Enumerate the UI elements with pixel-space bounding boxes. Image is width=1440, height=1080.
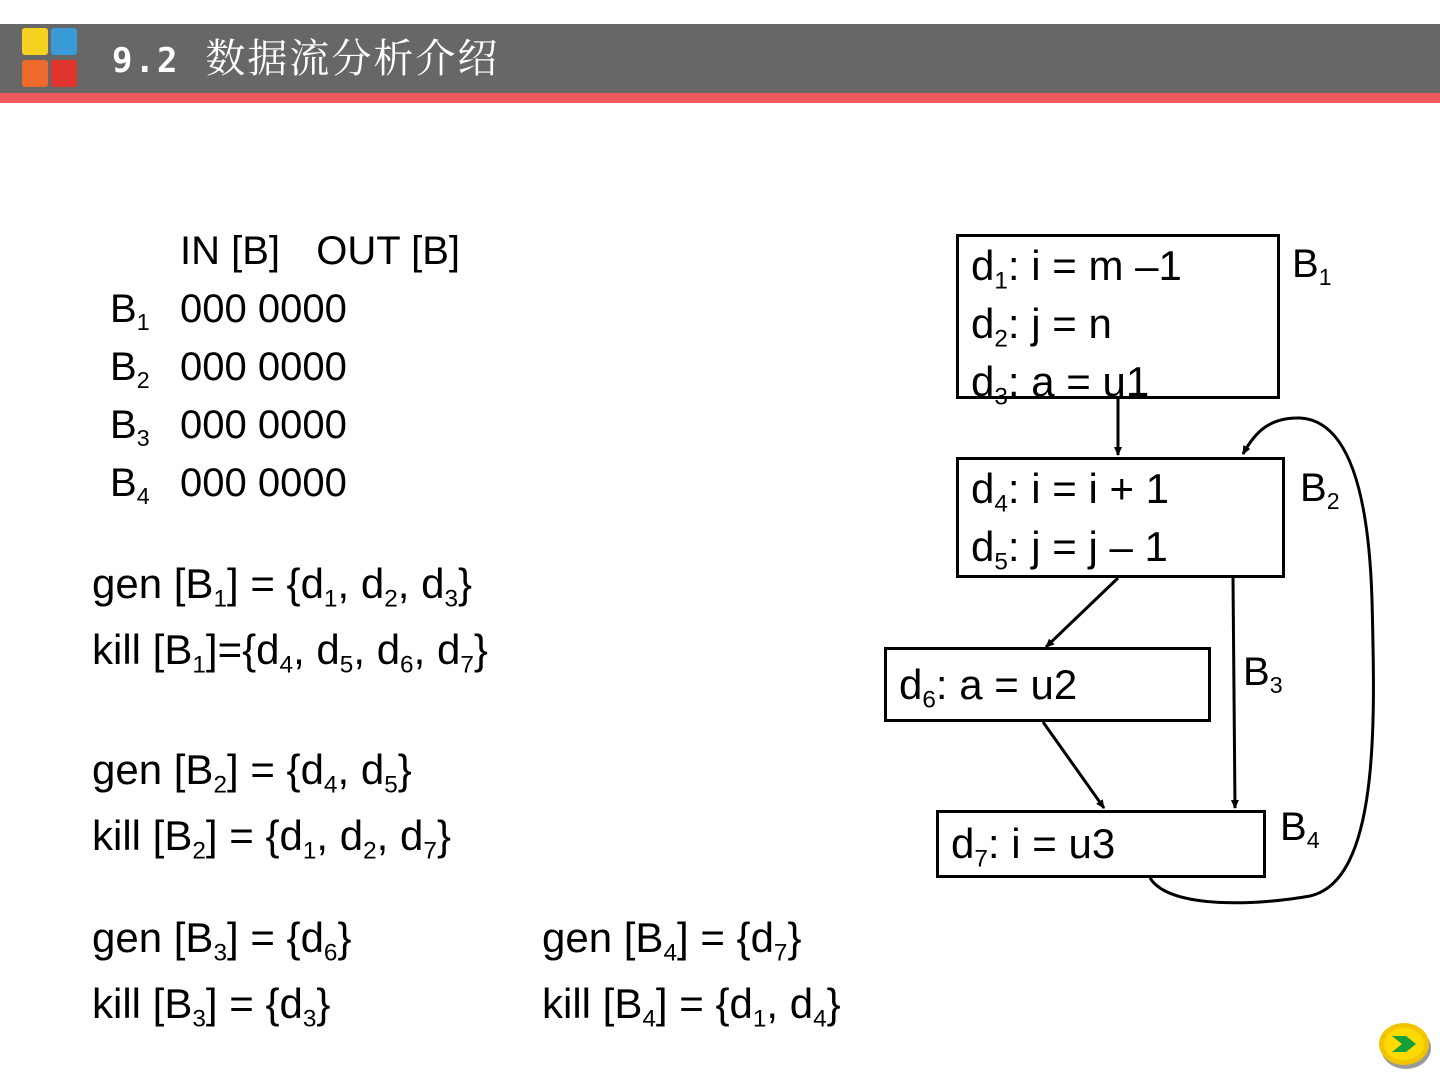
definition-item: $d_2$ bbox=[339, 812, 377, 865]
set-open: ] = { bbox=[205, 812, 280, 859]
definition-item: $d_1$ bbox=[279, 812, 317, 865]
col-out-header: OUT [B] bbox=[316, 229, 461, 273]
set-close: } bbox=[787, 914, 802, 961]
set-prefix: gen [B bbox=[542, 914, 664, 961]
block-b2 bbox=[956, 457, 1285, 578]
block-subscript: 2 bbox=[192, 837, 206, 865]
definition-item: $d_7$ bbox=[436, 626, 474, 679]
out-bits: 0000 bbox=[257, 287, 347, 331]
definition-item: $d_3$ bbox=[279, 980, 317, 1033]
definition-item: $d_6$ bbox=[300, 914, 338, 967]
out-bits: 0000 bbox=[257, 403, 347, 447]
row-block-label: $B_3$ bbox=[110, 403, 150, 452]
block-b1 bbox=[956, 234, 1280, 411]
stmt-d3: $d_3$: a = u1 bbox=[971, 358, 1150, 411]
set-open: ] = { bbox=[227, 560, 301, 607]
set-open: ] = { bbox=[677, 914, 751, 961]
block-subscript: 3 bbox=[213, 939, 227, 967]
set-open: ] = { bbox=[227, 914, 301, 961]
block-subscript: 2 bbox=[213, 771, 227, 799]
set-open: ] = { bbox=[227, 746, 301, 793]
row-block-label: $B_1$ bbox=[110, 287, 150, 336]
set-prefix: kill [B bbox=[542, 980, 643, 1027]
col-in-header: IN [B] bbox=[180, 229, 281, 273]
block-subscript: 1 bbox=[213, 585, 227, 613]
label-b3: $B_3$ bbox=[1243, 650, 1283, 699]
set-close: } bbox=[337, 914, 352, 961]
set-close: } bbox=[473, 626, 488, 673]
out-bits: 0000 bbox=[257, 345, 347, 389]
set-open: ]={ bbox=[205, 626, 257, 673]
stmt-d5: $d_5$: j = j – 1 bbox=[971, 523, 1168, 576]
set-prefix: gen [B bbox=[92, 914, 214, 961]
definition-item: $d_2$ bbox=[360, 560, 398, 613]
label-b4: $B_4$ bbox=[1280, 805, 1320, 854]
stmt-d4: $d_4$: i = i + 1 bbox=[971, 465, 1170, 518]
definition-item: $d_5$ bbox=[316, 626, 354, 679]
stmt-d2: $d_2$: j = n bbox=[971, 300, 1112, 353]
edge-b3-b4 bbox=[1043, 722, 1104, 808]
block-subscript: 3 bbox=[192, 1005, 206, 1033]
kill-b1-equation: kill $[B_1]=\{d_4$, $d_5$, $d_6$, $d_7$} bbox=[92, 626, 488, 679]
set-close: } bbox=[436, 812, 451, 859]
next-arrow-icon[interactable] bbox=[1376, 1018, 1432, 1070]
block-b4 bbox=[936, 810, 1266, 878]
edge-b2-b3 bbox=[1046, 578, 1118, 647]
definition-item: $d_1$ bbox=[729, 980, 767, 1033]
in-bits: 000 bbox=[180, 287, 247, 331]
row-block-label: $B_2$ bbox=[110, 345, 150, 394]
in-bits: 000 bbox=[180, 345, 247, 389]
set-open: ] = { bbox=[205, 980, 280, 1027]
set-open: ] = { bbox=[655, 980, 730, 1027]
definition-item: $d_3$ bbox=[421, 560, 459, 613]
set-prefix: gen [B bbox=[92, 560, 214, 607]
definition-item: $d_7$ bbox=[400, 812, 437, 865]
set-prefix: gen [B bbox=[92, 746, 214, 793]
gen-b2-equation: gen $[B_2] = \{d_4$, $d_5$} bbox=[92, 746, 412, 799]
block-subscript: 4 bbox=[663, 939, 677, 967]
section-number: 9.2 bbox=[112, 41, 180, 81]
label-b2: $B_2$ bbox=[1300, 466, 1340, 515]
section-title: 数据流分析介绍 bbox=[205, 37, 500, 81]
definition-item: $d_4$ bbox=[300, 746, 338, 799]
stmt-d6: $d_6$: a = u2 bbox=[899, 661, 1078, 714]
block-subscript: 1 bbox=[192, 651, 206, 679]
label-b1: $B_1$ bbox=[1292, 242, 1332, 291]
set-prefix: kill [B bbox=[92, 980, 193, 1027]
row-block-label: $B_4$ bbox=[110, 461, 150, 510]
set-close: } bbox=[397, 746, 412, 793]
set-close: } bbox=[458, 560, 473, 607]
kill-b2-equation: kill $[B_2] = \{d_1$, $d_2$, $d_7$} bbox=[92, 812, 451, 865]
edge-b2-b4 bbox=[1233, 578, 1235, 808]
set-close: } bbox=[826, 980, 841, 1027]
kill-b4-equation: kill $[B_4] = \{d_1$, $d_4$} bbox=[542, 980, 841, 1033]
block-subscript: 4 bbox=[642, 1005, 656, 1033]
definition-item: $d_4$ bbox=[256, 626, 294, 679]
definition-item: $d_1$ bbox=[300, 560, 338, 613]
definition-item: $d_6$ bbox=[376, 626, 414, 679]
set-prefix: kill [B bbox=[92, 626, 193, 673]
set-prefix: kill [B bbox=[92, 812, 193, 859]
in-bits: 000 bbox=[180, 461, 247, 505]
stmt-d1: $d_1$: i = m –1 bbox=[971, 242, 1182, 295]
block-b3 bbox=[884, 647, 1211, 722]
definition-item: $d_7$ bbox=[750, 914, 788, 967]
out-bits: 0000 bbox=[257, 461, 347, 505]
set-close: } bbox=[316, 980, 331, 1027]
stmt-d7: $d_7$: i = u3 bbox=[951, 820, 1116, 873]
definition-item: $d_5$ bbox=[360, 746, 398, 799]
gen-b1-equation: gen $[B_1] = \{d_1$, $d_2$, $d_3$} bbox=[92, 560, 473, 613]
definition-item: $d_4$ bbox=[789, 980, 827, 1033]
in-bits: 000 bbox=[180, 403, 247, 447]
